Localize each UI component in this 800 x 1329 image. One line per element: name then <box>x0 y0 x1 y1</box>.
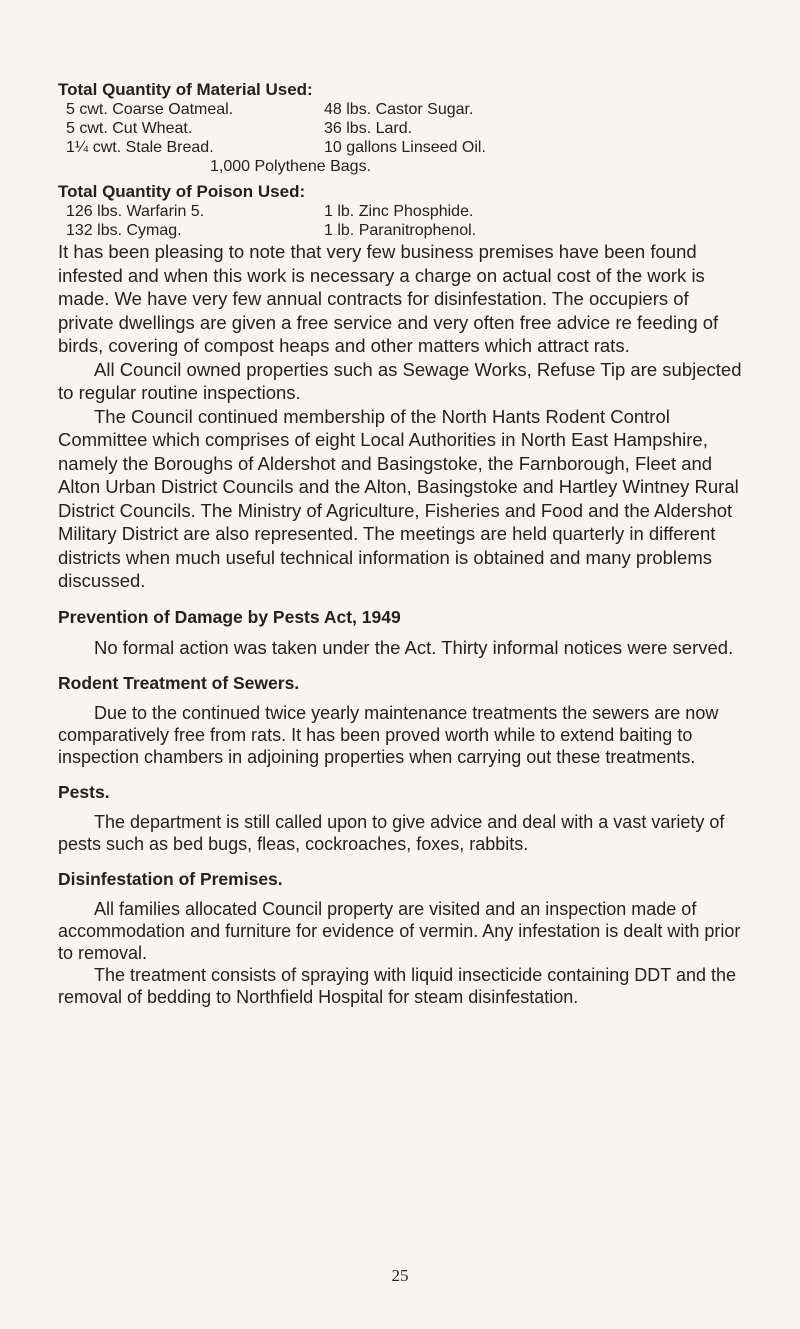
material-item: 10 gallons Linseed Oil. <box>324 139 486 156</box>
materials-list <box>58 100 748 176</box>
material-item: 5 cwt. Coarse Oatmeal. <box>66 101 234 118</box>
materials-heading: Total Quantity of Material Used: <box>58 80 313 99</box>
pests-act-text: No formal action was taken under the Act. Thirty informal notices were served. <box>94 636 734 658</box>
disinfestation-heading: Disinfestation of Premises. <box>58 869 283 889</box>
material-item: 1,000 Polythene Bags. <box>210 158 372 175</box>
document-page <box>58 80 748 1008</box>
poison-item: 132 lbs. Cymag. <box>66 222 182 239</box>
materials-row <box>58 119 748 138</box>
poison-item: 126 lbs. Warfarin 5. <box>66 203 205 220</box>
page-number: 25 <box>391 1266 409 1285</box>
pests-act-heading: Prevention of Damage by Pests Act, 1949 <box>58 606 401 627</box>
disinfestation-text-2: The treatment consists of spraying with liquid insecticide containing DDT and the removal of bedding to Northfield Hospital for steam disinfestation. <box>58 965 736 1007</box>
paragraph-council-properties: All Council owned properties such as Sewage Works, Refuse Tip are subjected to regular routine inspections. <box>58 358 742 403</box>
disinfestation-text-1: All families allocated Council property are visited and an inspection made of accommodation and furniture for evidence of vermin. Any infestation is dealt with prior to removal. <box>58 899 741 963</box>
poisons-heading: Total Quantity of Poison Used: <box>58 182 306 201</box>
material-item: 1¼ cwt. Stale Bread. <box>66 139 214 156</box>
pests-heading: Pests. <box>58 782 110 802</box>
materials-row <box>58 138 748 157</box>
pests-text: The department is still called upon to give advice and deal with a vast variety of pests such as bed bugs, fleas, cockroaches, foxes, rabbits. <box>58 812 725 854</box>
poisons-row <box>58 221 748 240</box>
paragraph-business-premises: It has been pleasing to note that very few business premises have been found infested and when this work is necessary a charge on actual cost of the work is made. We have very few annual contracts for disinfestation. The occupiers of private dwellings are given a free service and very often free advice re feeding of birds, covering of compost heaps and other matters which attract rats. <box>58 241 719 356</box>
materials-row <box>58 100 748 119</box>
poisons-row <box>58 202 748 221</box>
sewers-heading: Rodent Treatment of Sewers. <box>58 673 300 693</box>
material-item: 48 lbs. Castor Sugar. <box>324 101 474 118</box>
poison-item: 1 lb. Paranitrophenol. <box>324 222 477 239</box>
poison-item: 1 lb. Zinc Phosphide. <box>324 203 474 220</box>
paragraph-rodent-committee: The Council continued membership of the North Hants Rodent Control Committee which comprises of eight Local Authorities in North East Hampshire, namely the Boroughs of Aldershot and Basingstoke, the Farnborough, Fleet and Alton Urban District Councils and the Alton, Basingstoke and Hartley Wintney Rural District Councils. The Ministry of Agriculture, Fisheries and Food and the Aldershot Military District are also represented. The meetings are held quarterly in different districts when much useful technical information is obtained and many problems discussed. <box>58 405 739 591</box>
sewers-text: Due to the continued twice yearly maintenance treatments the sewers are now comparatively free from rats. It has been proved worth while to extend baiting to inspection chambers in adjoining properties when carrying out these treatments. <box>58 703 719 767</box>
poisons-list <box>58 202 748 240</box>
material-item: 5 cwt. Cut Wheat. <box>66 120 193 137</box>
material-item: 36 lbs. Lard. <box>324 120 413 137</box>
